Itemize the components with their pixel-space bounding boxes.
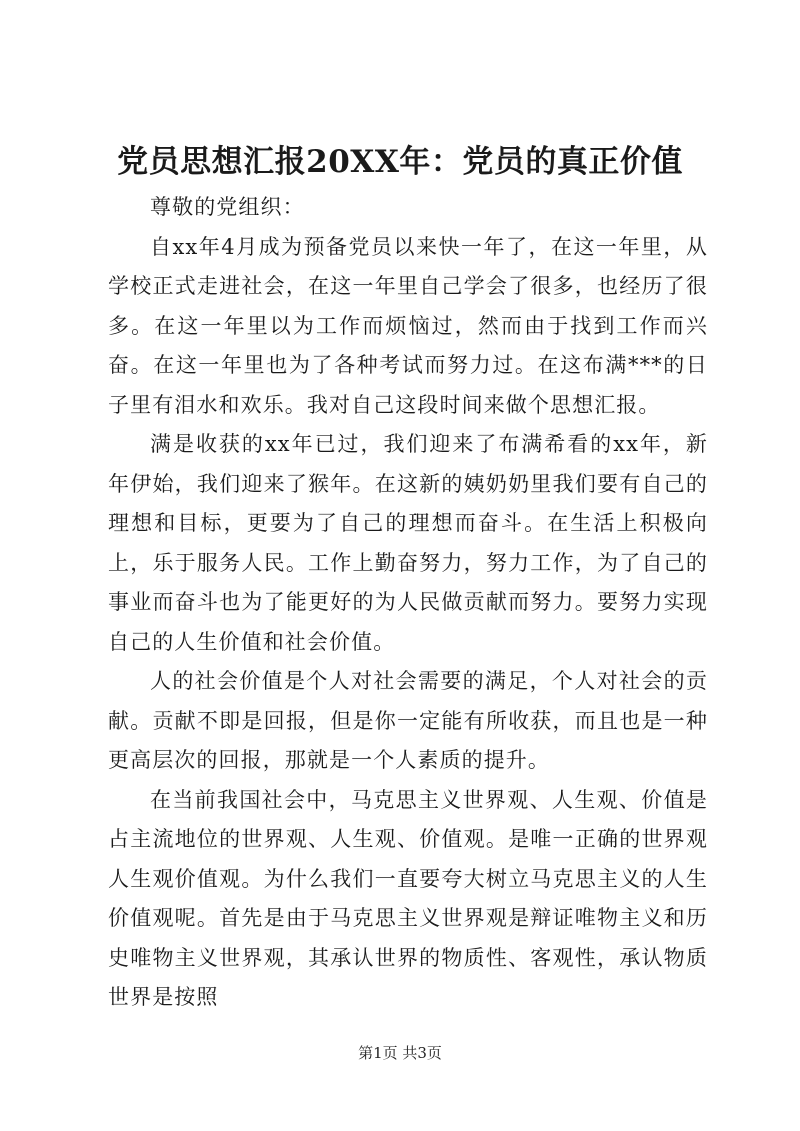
paragraph-3: 人的社会价值是个人对社会需要的满足，个人对社会的贡献。贡献不即是回报，但是你一定能有所收获，而且也是一种更高层次的回报，那就是一个人素质的提升。	[108, 669, 708, 772]
page-footer: 第1页 共3页	[358, 1044, 442, 1062]
paragraph-4: 在当前我国社会中，马克思主义世界观、人生观、价值是占主流地位的世界观、人生观、价值观。是唯一正确的世界观人生观价值观。为什么我们一直要夸大树立马克思主义的人生价值观呢。首先是由于马克思主义世界观是辩证唯物主义和历史唯物主义世界观，其承认世界的物质性、客观性，承认物质世界是按照	[108, 787, 708, 1009]
document-title: 党员思想汇报20XX年：党员的真正价值	[117, 144, 683, 180]
paragraph-2: 满是收获的xx年已过，我们迎来了布满希看的xx年，新年伊始，我们迎来了猴年。在这新的姨奶奶里我们要有自己的理想和目标，更要为了自己的理想而奋斗。在生活上积极向上，乐于服务人民。工作上勤奋努力，努力工作，为了自己的事业而奋斗也为了能更好的为人民做贡献而努力。要努力实现自己的人生价值和社会价值。	[108, 432, 708, 654]
document-body	[108, 188, 708, 1018]
salutation: 尊敬的党组织：	[150, 195, 305, 219]
paragraph-1: 自xx年4月成为预备党员以来快一年了，在这一年里，从学校正式走进社会，在这一年里自己学会了很多，也经历了很多。在这一年里以为工作而烦恼过，然而由于找到工作而兴奋。在这一年里也为了各种考试而努力过。在这布满***的日子里有泪水和欢乐。我对自己这段时间来做个思想汇报。	[108, 234, 708, 417]
